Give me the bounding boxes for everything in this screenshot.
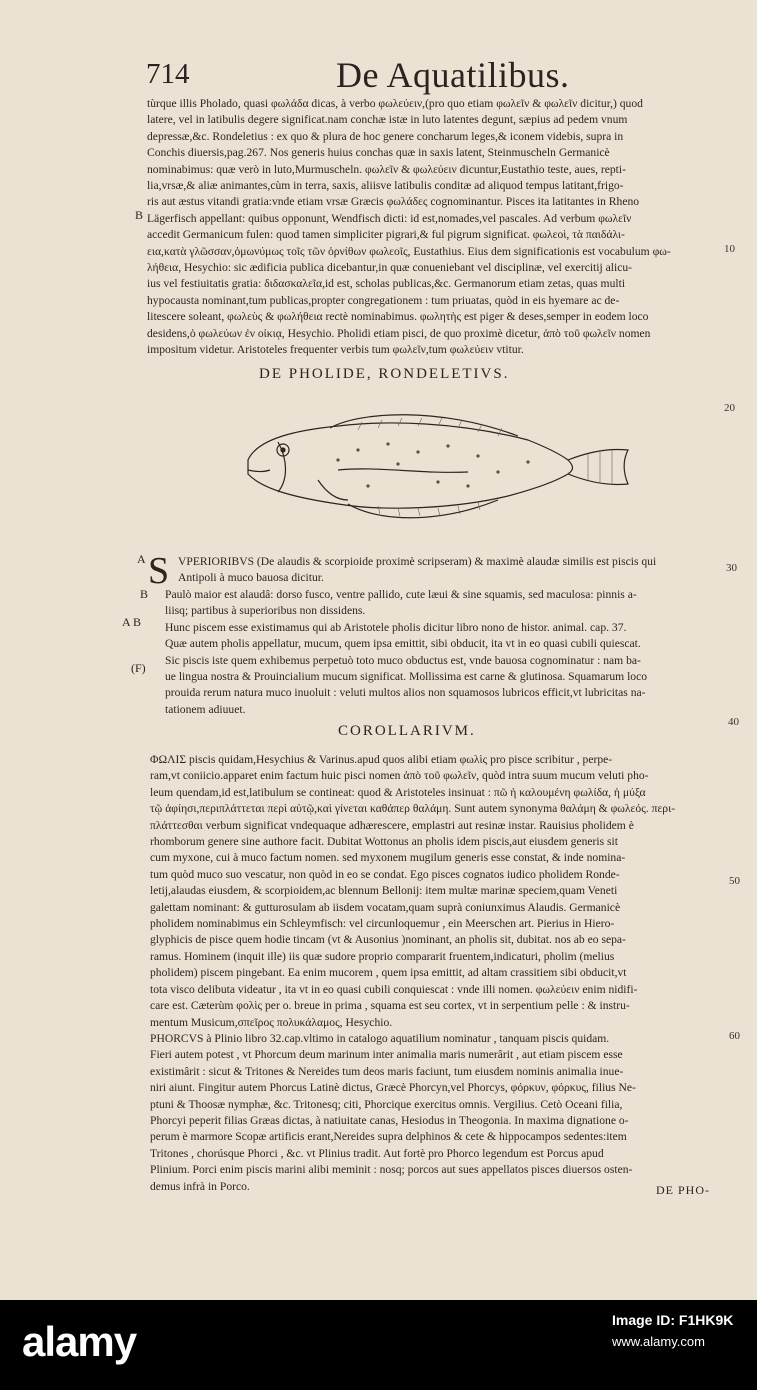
page-number: 714	[146, 58, 190, 90]
line-number-50: 50	[729, 875, 740, 887]
corollarium-line: ΦΩΛΙΣ piscis quidam,Hesychius & Varinus.apud quos alibi etiam φωλὶς pro pisce scribitur , perpe-	[150, 753, 613, 766]
corollarium-line: glyphicis de pisce quem hodie tincam (vt & Ausonius )nominant, an pholis sit, dubitat. nos ab eo sepa-	[150, 933, 626, 947]
corollarium-line: mentum Musicum,σπεῖρος πολυκάλαμος, Hesychio.	[150, 1015, 393, 1029]
corollarium-line: niri aiunt. Fingitur autem Phorcus Latinè dictus, Græcè Phorcyn,vel Phorcys, φόρκυν, φόρκυς, filius Ne-	[150, 1081, 636, 1095]
intro-line: ris aut æstus vitandi gratia:vnde etiam vrsæ Græcis φωλάδες cognominantur. Pisces ita latitantes in Rheno	[147, 195, 640, 209]
pholis-first-line: Antipoli à muco bauosa dicitur.	[178, 571, 324, 585]
pholis-line: Sic piscis iste quem exhibemus perpetuò toto muco obductus est, vnde bauosa cognominatur : nam ba-	[165, 653, 641, 667]
intro-line: λήθεια, Hesychio: sic ædificia publica dicebantur,in quæ conueniebant vel disciplinæ, vel exercitij alicu-	[147, 261, 633, 275]
intro-line: hypocausta nominant,tum publicas,propter congregationem : tum priuatas, quòd in eis hyemare ac de-	[147, 293, 620, 307]
pholis-line: Quæ autem pholis appellatur, mucum, quem ipsa emittit, sibi obducit, ita vt in eo quasi cubili quiescat.	[165, 637, 641, 651]
site-url: www.alamy.com	[612, 1334, 705, 1349]
pholis-paragraph	[165, 587, 647, 718]
intro-line: ius vel festiuitatis gratia: διδασκαλεῖα,id est, scholas publicas,&c. Germanorum etiam zetas, quas multi	[147, 277, 626, 291]
intro-line: Conchis diuersis,pag.267. Nos generis huius conchas quæ in saxis latent, Steinmuscheln Germanicè	[147, 146, 610, 160]
intro-line: desidens,ὁ φωλεύων ἐν οἰκιᾳ, Hesychio. Pholidi etiam pisci, de quo proximè dicetur, ἀπὸ τοῦ φωλεῖν nomen	[147, 326, 651, 340]
corollarium-line: cum myxone, cui à muco factum nomen. sed myxonem mugilum generis esse constat, & inde nomina-	[150, 851, 626, 865]
pholis-first-lines	[178, 554, 656, 587]
corollarium-line: pholidem nominabimus ein Schleymfisch: vel circunloquemur , ein Meerschen art. Pierius in Hiero-	[150, 917, 615, 931]
margin-letter-f: (F)	[131, 661, 146, 675]
corollarium-line: tota visco delibuta videatur , ita vt in eo quasi cubili conquiescat : vnde illi nomen. φωλεύειν enim nidifi-	[150, 982, 638, 996]
catchword: DE PHO-	[656, 1183, 710, 1197]
intro-line: latere, vel in latibulis degere significat.nam conchæ istæ in luto latentes degunt, sæpius ad pedem vnum	[147, 113, 628, 127]
pholis-line: ue lingua nostra & Prouincialium mucum significat. Mollissima est carne & glutinosa. Squamarum loco	[165, 670, 648, 684]
intro-line: impositum videtur. Aristoteles frequenter verbis tum φωλεῖν,tum φωλεύειν vtitur.	[147, 343, 524, 357]
intro-line: depressæ,&c. Rondeletius : ex quo & plura de hoc genere concharum leges,& iconem videbis, supra in	[147, 129, 624, 143]
intro-line: litescere soleant, φωλεὺς & φωλήθεια rectè nominabimus. φωλητὴς est piger & deses,semper in eodem loco	[147, 310, 649, 324]
corollarium-line: Phorcyi peperit filias Græas dictas, à natiuitate canas, Hesiodus in Theogonia. In maxima dignatione o-	[150, 1113, 629, 1127]
drop-cap: S	[148, 550, 170, 592]
corollarium-line: τῷ ἀφίησι,περιπλάττεται περὶ αὐτῷ,καὶ γίνεται καθάπερ θαλάμη. Sunt autem synonyma θαλάμη & φωλεός. περι-	[150, 802, 676, 816]
corollarium-line: galettam nominant: & gutturosulam ab iisdem vocatam,quam suprà coniunximus Alaudis. Germanicè	[150, 900, 621, 914]
intro-line: accedit Germanicum fulen: quod tamen simpliciter pigrari,& ful pigrum significat. φωλεοὶ, τὰ παιδάλι-	[147, 228, 625, 242]
corollarium-line: PHORCVS à Plinio libro 32.cap.vltimo in catalogo aquatilium nominatur , tanquam piscis quidam.	[150, 1031, 610, 1045]
line-number-40: 40	[728, 716, 739, 728]
corollarium-line: leum quendam,id est,latibulum se contineat: quod & Aristoteles insinuat : πῶ ἡ καλουμένη φωλίδα, ἡ μύξα	[150, 785, 646, 799]
corollarium-line: πλάττεσθαι verbum significat vndequaque adhærescere, emplastri aut resinæ instar. Rauisius pholidem è	[150, 818, 634, 832]
section-heading-corollarium: COROLLARIVM.	[338, 723, 476, 739]
intro-paragraph	[147, 96, 671, 359]
line-number-10: 10	[724, 243, 735, 255]
line-number-60: 60	[729, 1030, 740, 1042]
alamy-logo: alamy	[22, 1318, 137, 1365]
intro-line: tùrque illis Pholado, quasi φωλάδα dicas, à verbo φωλεύειν,(pro quo etiam φωλεῖν & φωλεῖν dicitur,) quod	[147, 97, 643, 110]
corollarium-line: demus infrà in Porco.	[150, 1179, 250, 1193]
intro-line: Lägerfisch appellant: quibus opponunt, Wendfisch dicti: id est,nomades,vel pascales. Ad verbum φωλεῖν	[147, 211, 632, 225]
page-title: De Aquatilibus.	[336, 55, 570, 95]
watermark-footer	[0, 1300, 757, 1390]
corollarium-line: rhomborum genere sine authore facit. Dubitat Wottonus an pholis idem piscis,aut eiusdem generis sit	[150, 835, 618, 849]
pholis-line: Hunc piscem esse existimamus qui ab Aristotele pholis dicitur libro nono de histor. animal. cap. 37.	[165, 620, 627, 634]
pholis-line: tationem adiuuet.	[165, 702, 246, 716]
corollarium-line: ramus. Hominem (inquit ille) iis quæ sudore proprio compararit fruentem,indicaturi, pholim (melius	[150, 949, 615, 963]
corollarium-line: pholidem) piscem pingebant. Ea enim mucorem , quem ipsa emittit, ad altam crassitiem sibi obducit,vt	[150, 966, 627, 980]
corollarium-line: letij,alaudas eiusdem, & scorpioidem,ac blennum Bellonij: item multæ marinæ speciem,quam Veneti	[150, 884, 618, 898]
image-id: Image ID: F1HK9K	[612, 1312, 734, 1328]
corollarium-line: Tritones , chorúsque Phorci , &c. vt Plinius tradit. Aut fortè pro Phorco legendum est Porcus apud	[150, 1146, 604, 1160]
margin-letter-b2: B	[140, 587, 149, 601]
intro-line: lia,vrsæ,& aliæ animantes,cùm in terra, saxis, aliisve latibulis conditæ ad aliquod tempus latitant,frigo-	[147, 179, 624, 193]
corollarium-line: Plinium. Porci enim piscis marini alibi meminit : nosq; porcos aut sues appellatos pisces diuersos osten-	[150, 1163, 633, 1177]
corollarium-text	[150, 752, 675, 1195]
section-heading-pholis: DE PHOLIDE, RONDELETIVS.	[259, 366, 510, 382]
pholis-line: prouida rerum natura muco inuoluit : veluti multos alios non squamosos lubricos efficit,vt lubricitas na-	[165, 686, 646, 700]
margin-letter-b: B	[135, 208, 144, 222]
corollarium-line: Fieri autem potest , vt Phorcum deum marinum inter animalia maris numerârit , aut etiam piscem esse	[150, 1048, 623, 1062]
line-number-30: 30	[726, 562, 737, 574]
line-number-20: 20	[724, 402, 735, 414]
corollarium-line: existimârit : sicut & Tritones & Nereides tum deos maris faciunt, tum eiusdem nominis animalia inue-	[150, 1064, 624, 1078]
pholis-line: Paulò maior est alaudâ: dorso fusco, ventre pallido, cute læui & sine squamis, sed maculosa: pinnis a-	[165, 588, 637, 601]
corollarium-line: care est. Cæterùm φολὶς per o. breue in prima , squama est seu cortex, vt in serpentium pelle : & instru-	[150, 999, 630, 1013]
intro-line: εια,κατὰ γλῶσσαν,ὁμωνύμως τοῖς τῶν ὀρνίθων φωλεοῖς, Eustathius. Eius dem significationis est vocabulum φω-	[147, 244, 671, 258]
corollarium-line: ptuni & Thoosæ nymphæ, &c. Tritonesq; citi, Phorcique exercitus omnis. Vergilius. Cetò Oceani filia,	[150, 1097, 623, 1111]
pholis-line: liisq; partibus à superioribus non dissidens.	[165, 604, 366, 618]
margin-letters-ab: A B	[122, 615, 142, 629]
corollarium-line: tum quòd muco suo vescatur, non quòd in eo se condat. Ego pisces cognatos iudico pholidem Ronde-	[150, 867, 620, 881]
pholis-first-line: VPERIORIBVS (De alaudis & scorpioide proximè scripseram) & maximè alaudæ similis est piscis qui	[178, 555, 657, 568]
corollarium-line: ram,vt coniicio.apparet enim factum huic pisci nomen ἀπὸ τοῦ φωλεῖν, quòd intra suum mucum veluti pho-	[150, 769, 649, 783]
margin-letter-a: A	[137, 552, 146, 566]
intro-line: nominabimus: quæ verò in luto,Murmuscheln. φωλεῖν & φωλεύειν dicuntur,Eustathio teste, aues, repti-	[147, 162, 626, 176]
pholis-fish-illustration	[238, 400, 638, 540]
corollarium-line: perum è marmore Scopæ artificis erant,Nereides supra delphinos & cete & hippocampos sedentes:item	[150, 1130, 627, 1144]
